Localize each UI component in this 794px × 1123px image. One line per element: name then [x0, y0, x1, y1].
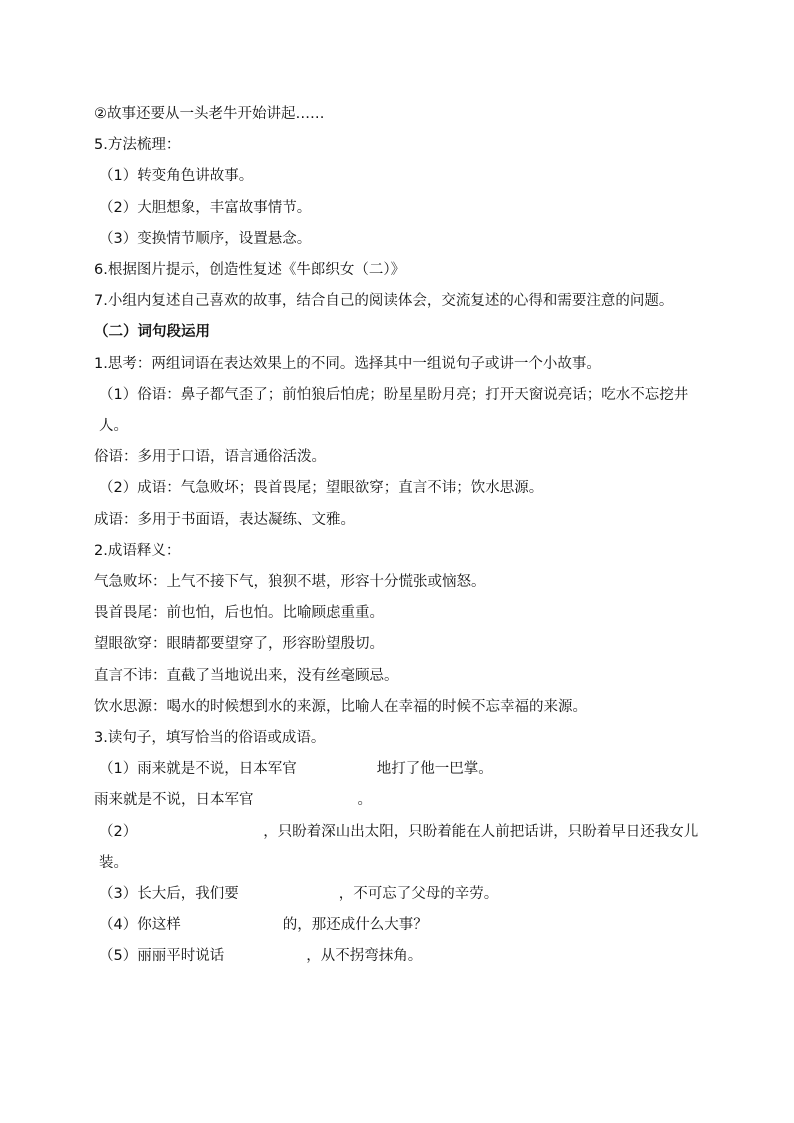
definition-line: 气急败坏：上气不接下气，狼狈不堪，形容十分慌张或恼怒。 — [94, 574, 486, 591]
section-heading: 6.根据图片提示，创造性复述《牛郎织女（二）》 — [94, 262, 406, 279]
question-text: （1）雨来就是不说，日本军官 — [99, 761, 297, 778]
document-body — [94, 99, 704, 973]
question-text: （4）你这样 — [99, 917, 181, 934]
definition-line: 直言不讳：直截了当地说出来，没有丝毫顾忌。 — [94, 667, 399, 684]
question-text: ，只盼着深山出太阳，只盼着能在人前把话讲，只盼着早日还我女儿装。 — [99, 823, 699, 871]
text-line: 成语：多用于书面语，表达凝练、文雅。 — [94, 511, 355, 528]
section-heading: 1.思考：两组词语在表达效果上的不同。选择其中一组说句子或讲一个小故事。 — [94, 355, 601, 372]
question-text: （3）长大后，我们要 — [99, 886, 239, 903]
list-item: （2）成语：气急败坏；畏首畏尾；望眼欲穿；直言不讳；饮水思源。 — [99, 480, 544, 497]
fill-blank-question — [94, 941, 704, 972]
question-text: ，不可忘了父母的辛劳。 — [338, 886, 499, 903]
definition-line: 饮水思源：喝水的时候想到水的来源，比喻人在幸福的时候不忘幸福的来源。 — [94, 698, 587, 715]
text-line: ②故事还要从一头老牛开始讲起…… — [94, 106, 325, 122]
list-item: （1）俗语：鼻子都气歪了；前怕狼后怕虎；盼星星盼月亮；打开天窗说亮话；吃水不忘挖井人。 — [99, 386, 689, 435]
fill-blank-question — [94, 910, 704, 941]
section-heading: 5.方法梳理： — [94, 137, 181, 154]
question-text: （5）丽丽平时说话 — [99, 948, 225, 965]
question-text: ，从不拐弯抹角。 — [306, 948, 423, 965]
question-text: 雨来就是不说，日本军官 — [94, 792, 254, 809]
section-title: （二）词句段运用 — [94, 324, 210, 341]
question-text: 。 — [357, 792, 372, 809]
fill-blank-question — [94, 785, 704, 816]
question-text: 地打了他一巴掌。 — [376, 761, 493, 778]
definition-line: 畏首畏尾：前也怕，后也怕。比喻顾虑重重。 — [94, 605, 384, 622]
fill-blank-question — [94, 754, 704, 785]
list-item: （1）转变角色讲故事。 — [99, 168, 254, 185]
definition-line: 望眼欲穿：眼睛都要望穿了，形容盼望殷切。 — [94, 636, 384, 653]
fill-blank-question — [94, 817, 704, 879]
text-line: 俗语：多用于口语，语言通俗活泼。 — [94, 449, 326, 466]
section-heading: 7.小组内复述自己喜欢的故事，结合自己的阅读体会，交流复述的心得和需要注意的问题。 — [94, 293, 674, 310]
fill-blank-question — [94, 879, 704, 910]
section-heading: 2.成语释义： — [94, 542, 181, 559]
section-heading: 3.读句子，填写恰当的俗语或成语。 — [94, 730, 326, 747]
question-text: （2） — [99, 823, 138, 840]
list-item: （3）变换情节顺序，设置悬念。 — [99, 230, 312, 247]
question-text: 的，那还成什么大事？ — [282, 917, 428, 934]
list-item: （2）大胆想象，丰富故事情节。 — [99, 199, 312, 216]
